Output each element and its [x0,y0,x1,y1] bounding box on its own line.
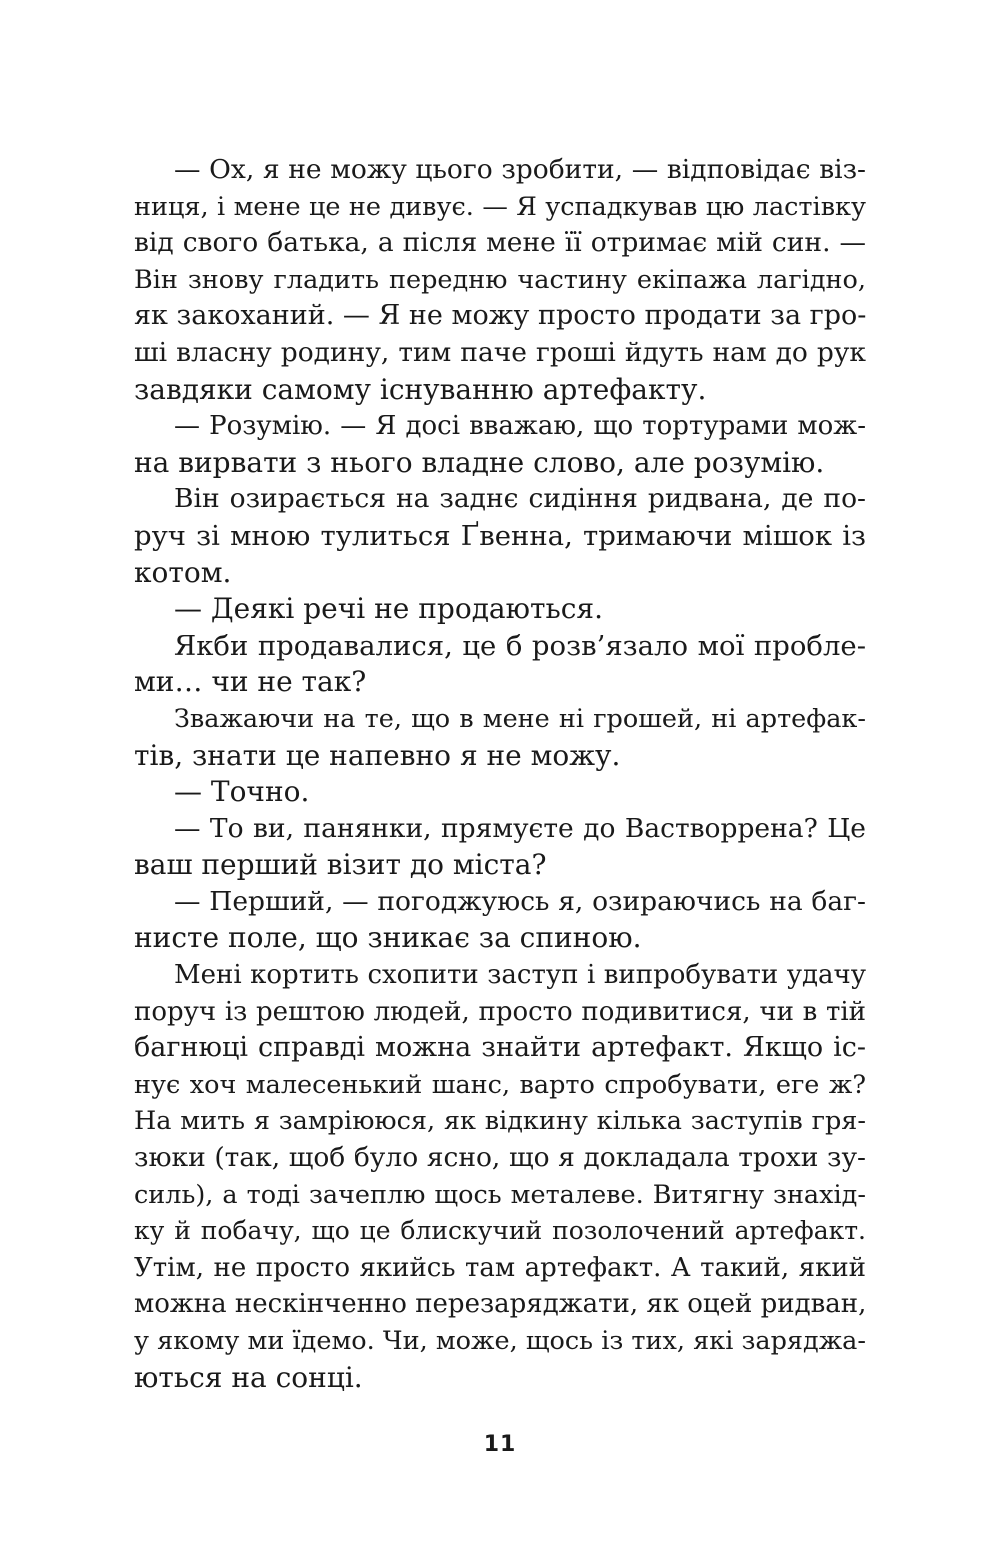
text-line: ються на сонці. [134,1360,363,1394]
text-line: ваш перший візит до міста? [134,848,547,882]
text-line: — Ох, я не можу цього зробити, — відповідає віз- [174,154,866,185]
text-line: завдяки самому існуванню артефакту. [134,372,707,406]
text-line: ку й побачу, що це блискучий позолочений артефакт. [134,1216,866,1246]
text-line: як закоханий. — Я не можу просто продати за гро- [134,300,867,332]
text-line: ниця, і мене це не дивує. — Я успадкував цю ластівку [134,191,866,222]
text-line: тів, знати це напевно я не можу. [134,738,621,772]
text-line: від свого батька, а після мене її отримає мій син. — [134,227,866,259]
text-line: поруч із рештою людей, просто подивитися, чи в тій [134,996,866,1027]
text-line: Мені кортить схопити заступ і випробувати удачу [174,960,866,991]
text-line: Він знову гладить передню частину екіпажа лагідно, [134,264,866,295]
text-line: — Деякі речі не продаються. [174,592,603,626]
page-number: 11 [483,1432,517,1457]
text-line: ми… чи не так? [134,665,367,699]
text-line: Утім, не просто якийсь там артефакт. А такий, який [134,1252,866,1283]
text-line: у якому ми їдемо. Чи, може, щось із тих, які заряджа- [134,1326,866,1356]
text-line: На мить я замріююся, як відкину кілька заступів гря- [134,1106,866,1137]
text-line: на вирвати з нього владне слово, але розумію. [134,445,825,479]
text-line: нує хоч малесенький шанс, варто спробувати, еге ж? [134,1069,866,1100]
text-line: Він озирається на заднє сидіння ридвана, де по- [174,483,866,515]
text-line: Зважаючи на те, що в мене ні грошей, ні артефак- [174,703,866,734]
text-line: — Перший, — погоджуюсь я, озираючись на баг- [174,885,866,917]
text-line: зюки (так, щоб було ясно, що я докладала трохи зу- [134,1142,866,1174]
text-line: руч зі мною тулиться Ґвенна, тримаючи мішок із [134,519,866,552]
text-line: — Точно. [174,775,310,809]
text-line: — То ви, панянки, прямуєте до Вастворрена? Це [174,812,866,844]
text-line: ші власну родину, тим паче гроші йдуть нам до рук [134,336,866,368]
text-line: нисте поле, що зникає за спиною. [134,921,642,955]
text-line: силь), а тоді зачеплю щось металеве. Витягну знахід- [134,1179,866,1210]
text-line: котом. [134,555,232,589]
text-line: багнюці справді можна знайти артефакт. Якщо іс- [134,1032,866,1064]
body-text [134,152,866,1396]
text-line: — Розумію. — Я досі вважаю, що тортурами мож- [174,411,866,442]
text-line: можна нескінченно перезаряджати, як оцей ридван, [134,1289,867,1320]
text-line: Якби продавалися, це б розв’язало мої пробле- [174,629,866,662]
